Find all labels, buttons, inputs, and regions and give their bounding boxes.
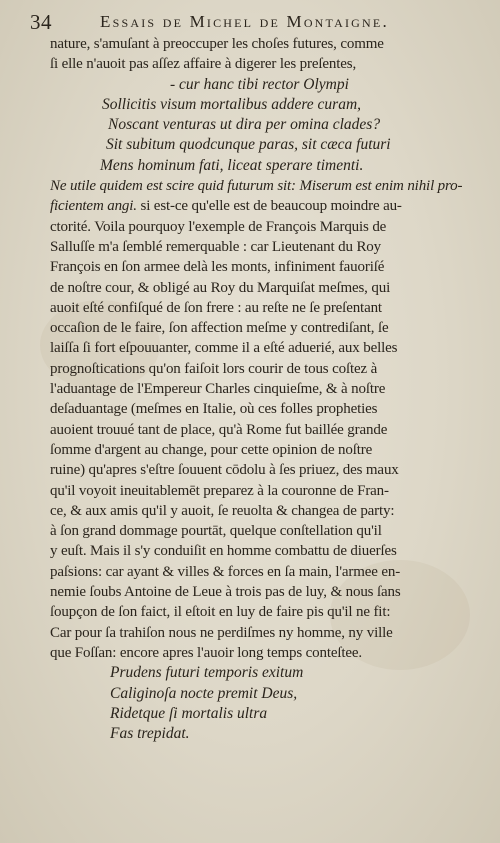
- text-line: occaſion de le faire, ſon affection meſme y contrediſant, ſe: [50, 320, 389, 337]
- text-line: auoient trouué tant de place, qu'à Rome fut baillée grande: [50, 421, 388, 438]
- text-line: nemie ſoubs Antoine de Leue à trois pas de luy, & nous ſans: [50, 584, 401, 601]
- verse-block-1: [50, 75, 480, 176]
- quote-continuation: si est-ce qu'elle est de beaucoup moindre au-: [136, 198, 402, 215]
- verse-line: Ridetque ſi mortalis ultra: [110, 704, 268, 722]
- verse-line: Noscant venturas ut dira per omina clades?: [108, 116, 381, 134]
- quote-line-end: ficientem angi.: [50, 198, 137, 215]
- text-line: de noſtre cour, & obligé au Roy du Marquiſat meſmes, qui: [50, 279, 391, 296]
- text-line: ſomme d'argent au change, pour cette opinion de noſtre: [50, 441, 373, 458]
- text-line: ſoupçon de ſon faict, il eſtoit en luy de faire pis qu'il ne fit:: [50, 604, 391, 621]
- text-line: que Foſſan: encore apres l'auoir long temps conteſtee.: [50, 644, 362, 661]
- text-line: y euſt. Mais il s'y conduiſit en homme combattu de diuerſes: [50, 543, 397, 560]
- quote-line: Ne utile quidem est scire quid futurum sit: Miserum est enim nihil pro-: [50, 178, 463, 195]
- text-line: nature, s'amuſant à preoccuper les choſes futures, comme: [50, 36, 384, 52]
- text-line: l'aduantage de l'Empereur Charles cinquieſme, & à noſtre: [50, 381, 386, 398]
- text-line: François en ſon armee delà les monts, infiniment fauoriſé: [50, 259, 385, 276]
- verse-line: Sit subitum quodcunque paras, sit cæca futuri: [106, 136, 391, 154]
- text-line: auoit eſté confiſqué de ſon frere : au reſte ne ſe preſentant: [50, 299, 382, 316]
- text-line: à ſon grand dommage pourtāt, quelque conſtellation qu'il: [50, 523, 382, 540]
- page-number: 34: [30, 10, 52, 34]
- page-header: [30, 10, 480, 34]
- verse-line: Caliginoſa nocte premit Deus,: [110, 684, 298, 702]
- verse-line: Fas trepidat.: [110, 725, 190, 743]
- verse-line: Sollicitis visum mortalibus addere curam,: [102, 95, 362, 113]
- text-line: laiſſa ſi fort eſpouuanter, comme il a eſté aduerié, aux belles: [50, 340, 398, 357]
- text-line: ſi elle n'auoit pas aſſez affaire à digerer les preſentes,: [50, 56, 357, 73]
- verse-line: - cur hanc tibi rector Olympi: [170, 75, 349, 93]
- text-line: ce, & aux amis qu'il y auoit, ſe reuolta & changea de party:: [50, 502, 395, 519]
- text-line: qu'il voyoit ineuitablemēt preparez à la couronne de Fran-: [50, 482, 389, 499]
- text-line: paſsions: car ayant & villes & forces en ſa main, l'armee en-: [50, 563, 401, 580]
- text-line: Car pour ſa trahiſon nous ne perdiſmes ny homme, ny ville: [50, 624, 393, 641]
- text-line: Salluſſe m'a ſemblé remerquable : car Lieutenant du Roy: [50, 238, 382, 255]
- running-head: Essais de Michel de Montaigne.: [100, 12, 389, 31]
- text-line: deſaduantage (meſmes en Italie, où ces folles propheties: [50, 401, 378, 418]
- text-line: [50, 196, 480, 216]
- text-line: ctorité. Voila pourquoy l'exemple de François Marquis de: [50, 218, 387, 235]
- verse-line: Prudens futuri temporis exitum: [110, 664, 304, 682]
- verse-line: Mens hominum fati, liceat sperare timenti.: [100, 156, 364, 174]
- text-line: prognoſtications qu'on faiſoit lors courir de tous coſtez à: [50, 360, 378, 377]
- prose-paragraph: [50, 217, 480, 664]
- verse-block-2: [50, 663, 480, 744]
- body-text: [50, 34, 480, 744]
- text-line: ruine) qu'apres s'eſtre ſouuent cōdolu à ſes priuez, des maux: [50, 462, 399, 479]
